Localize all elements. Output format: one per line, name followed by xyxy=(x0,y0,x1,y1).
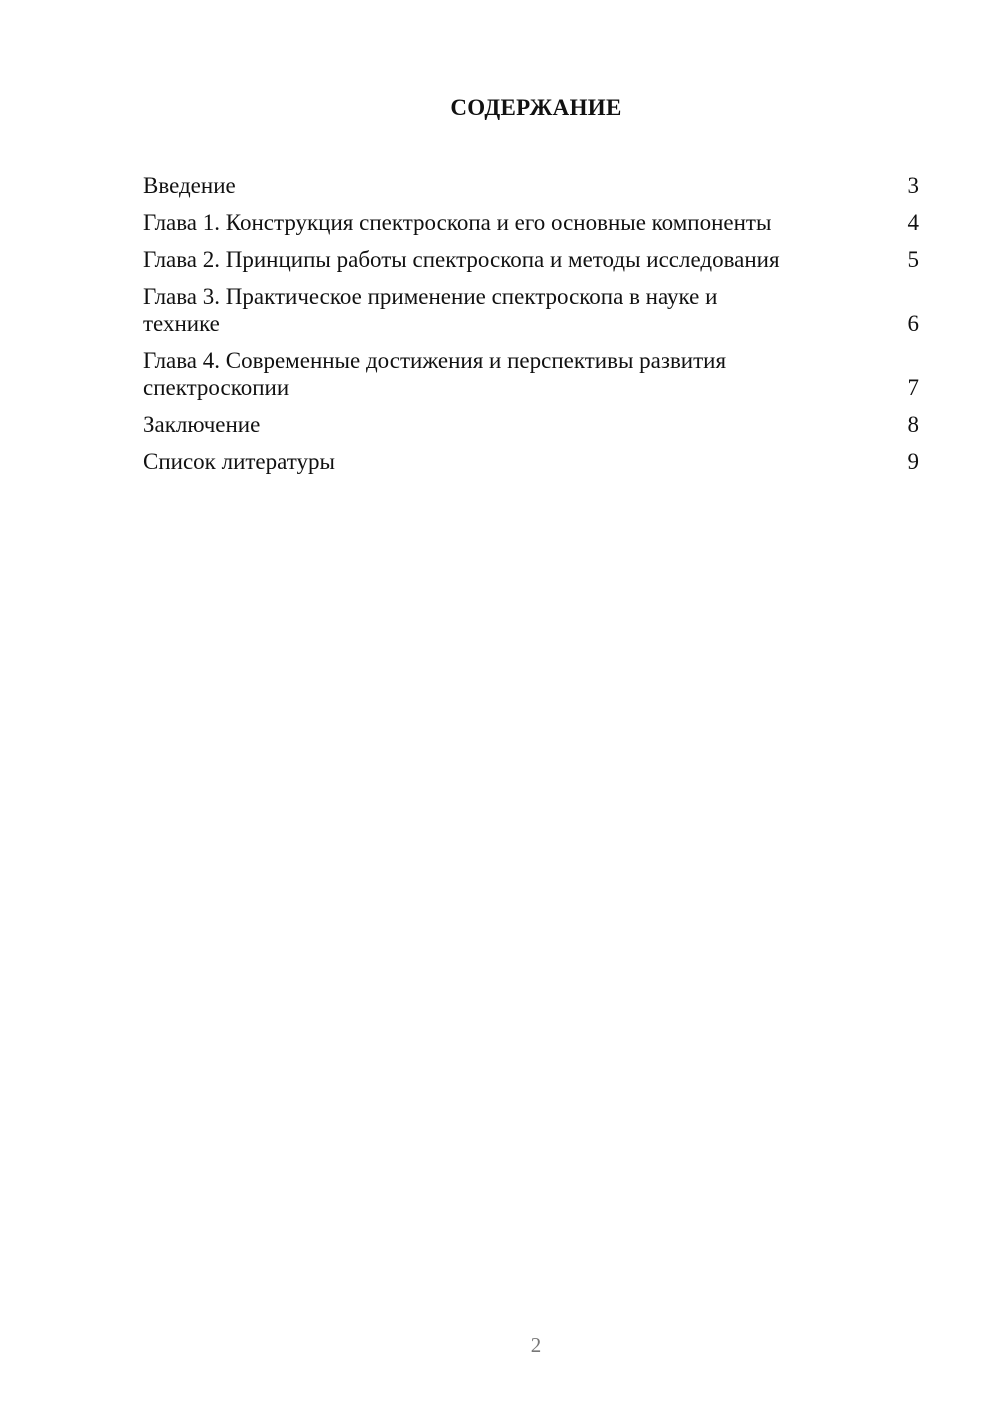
toc-entry-chapter-2 xyxy=(143,246,919,273)
toc-entry-chapter-3 xyxy=(143,283,919,337)
toc-entry-page: 4 xyxy=(907,210,919,235)
toc-entry-page: 6 xyxy=(907,311,919,336)
toc-entry-text: Список литературы xyxy=(143,449,335,474)
page-number: 2 xyxy=(530,1333,542,1357)
toc-entry-chapter-1 xyxy=(143,209,919,236)
toc-entry-introduction xyxy=(143,172,919,199)
toc-title: СОДЕРЖАНИЕ xyxy=(450,95,622,120)
toc-list xyxy=(143,172,919,485)
toc-entry-conclusion xyxy=(143,411,919,438)
toc-entry-chapter-4 xyxy=(143,347,919,401)
toc-entry-page: 9 xyxy=(907,449,919,474)
toc-entry-references xyxy=(143,448,919,475)
toc-entry-page: 3 xyxy=(907,173,919,198)
toc-entry-text: Глава 2. Принципы работы спектроскопа и методы исследования xyxy=(143,247,780,272)
toc-entry-text: Глава 3. Практическое применение спектроскопа в науке и технике xyxy=(143,284,718,336)
toc-entry-text: Глава 4. Современные достижения и перспективы развития спектроскопии xyxy=(143,348,727,400)
toc-entry-page: 7 xyxy=(907,375,919,400)
toc-entry-text: Введение xyxy=(143,173,236,198)
toc-entry-page: 5 xyxy=(907,247,919,272)
toc-entry-text: Глава 1. Конструкция спектроскопа и его основные компоненты xyxy=(143,210,772,235)
toc-entry-page: 8 xyxy=(907,412,919,437)
toc-entry-text: Заключение xyxy=(143,412,261,437)
